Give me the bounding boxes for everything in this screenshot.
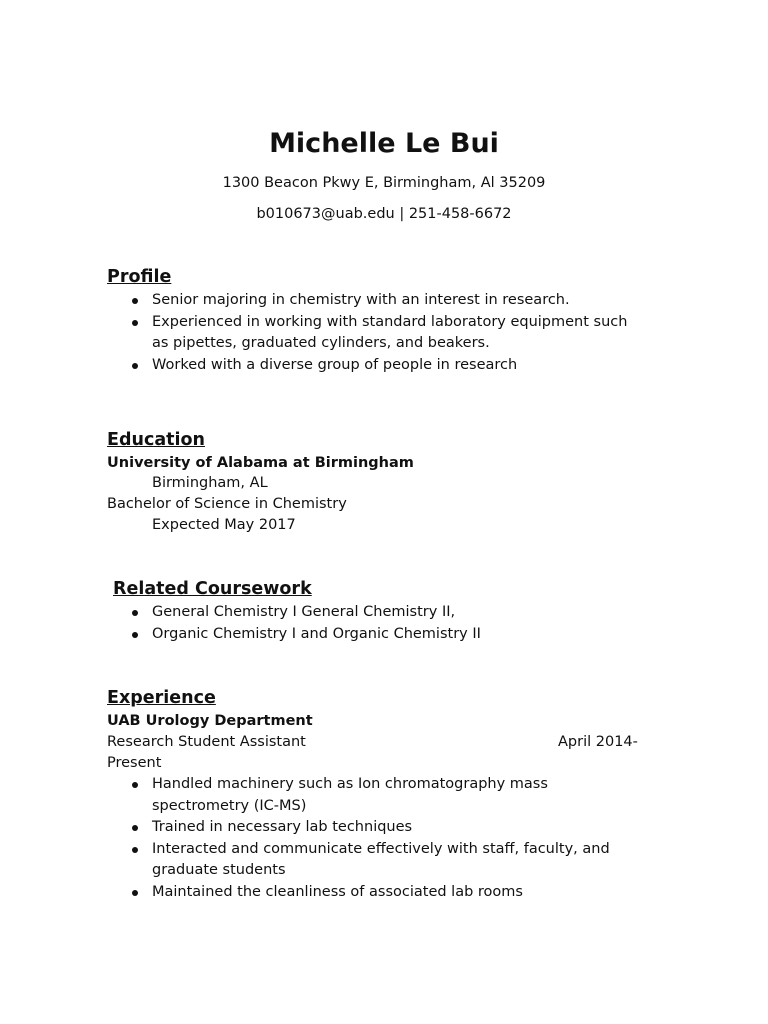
experience-item-text: Interacted and communicate effectively with staff, faculty, and <box>152 840 610 857</box>
experience-item-text: Trained in necessary lab techniques <box>152 819 413 835</box>
bullet-icon <box>132 782 138 788</box>
experience-item-text: Handled machinery such as Ion chromatography mass <box>152 776 548 792</box>
bullet-icon <box>132 890 138 896</box>
job-dates-start: April 2014- <box>558 734 638 750</box>
school-location: Birmingham, AL <box>152 475 268 491</box>
bullet-icon <box>132 320 138 326</box>
expected-graduation: Expected May 2017 <box>152 517 296 533</box>
profile-item <box>152 355 652 377</box>
education-heading: Education <box>107 430 205 450</box>
profile-item-text: Senior majoring in chemistry with an interest in research. <box>152 292 570 308</box>
bullet-icon <box>132 825 138 831</box>
employer-name: UAB Urology Department <box>107 713 313 729</box>
address-line: 1300 Beacon Pkwy E, Birmingham, Al 35209 <box>222 175 546 191</box>
coursework-item <box>152 624 652 646</box>
experience-item-text: Maintained the cleanliness of associated lab rooms <box>152 883 523 900</box>
experience-item <box>152 817 652 839</box>
job-title: Research Student Assistant <box>107 734 306 750</box>
experience-list <box>152 774 652 903</box>
applicant-name: Michelle Le Bui <box>269 128 499 159</box>
coursework-item-text: General Chemistry I General Chemistry II, <box>152 604 456 620</box>
job-dates-end: Present <box>107 755 162 771</box>
coursework-heading: Related Coursework <box>113 579 312 599</box>
coursework-item-text: Organic Chemistry I and Organic Chemistry II <box>152 625 481 642</box>
experience-item-text-continued: spectrometry (IC-MS) <box>152 797 307 814</box>
profile-list <box>152 290 652 376</box>
degree: Bachelor of Science in Chemistry <box>107 496 347 512</box>
school-name: University of Alabama at Birmingham <box>107 455 414 471</box>
bullet-icon <box>132 363 138 369</box>
profile-item-text: Worked with a diverse group of people in research <box>152 356 518 373</box>
experience-item <box>152 839 652 882</box>
experience-item <box>152 882 652 904</box>
email-phone-line: b010673@uab.edu | 251-458-6672 <box>256 206 512 222</box>
coursework-list <box>152 602 652 645</box>
experience-item <box>152 774 652 817</box>
profile-item-text-continued: as pipettes, graduated cylinders, and beakers. <box>152 335 490 351</box>
bullet-icon <box>132 298 138 304</box>
coursework-item <box>152 602 652 624</box>
profile-item-text: Experienced in working with standard laboratory equipment such <box>152 313 628 330</box>
profile-heading: Profile <box>107 267 172 287</box>
bullet-icon <box>132 610 138 616</box>
profile-item <box>152 290 652 312</box>
bullet-icon <box>132 847 138 853</box>
experience-item-text-continued: graduate students <box>152 862 286 878</box>
experience-heading: Experience <box>107 688 216 708</box>
bullet-icon <box>132 632 138 638</box>
profile-item <box>152 312 652 355</box>
